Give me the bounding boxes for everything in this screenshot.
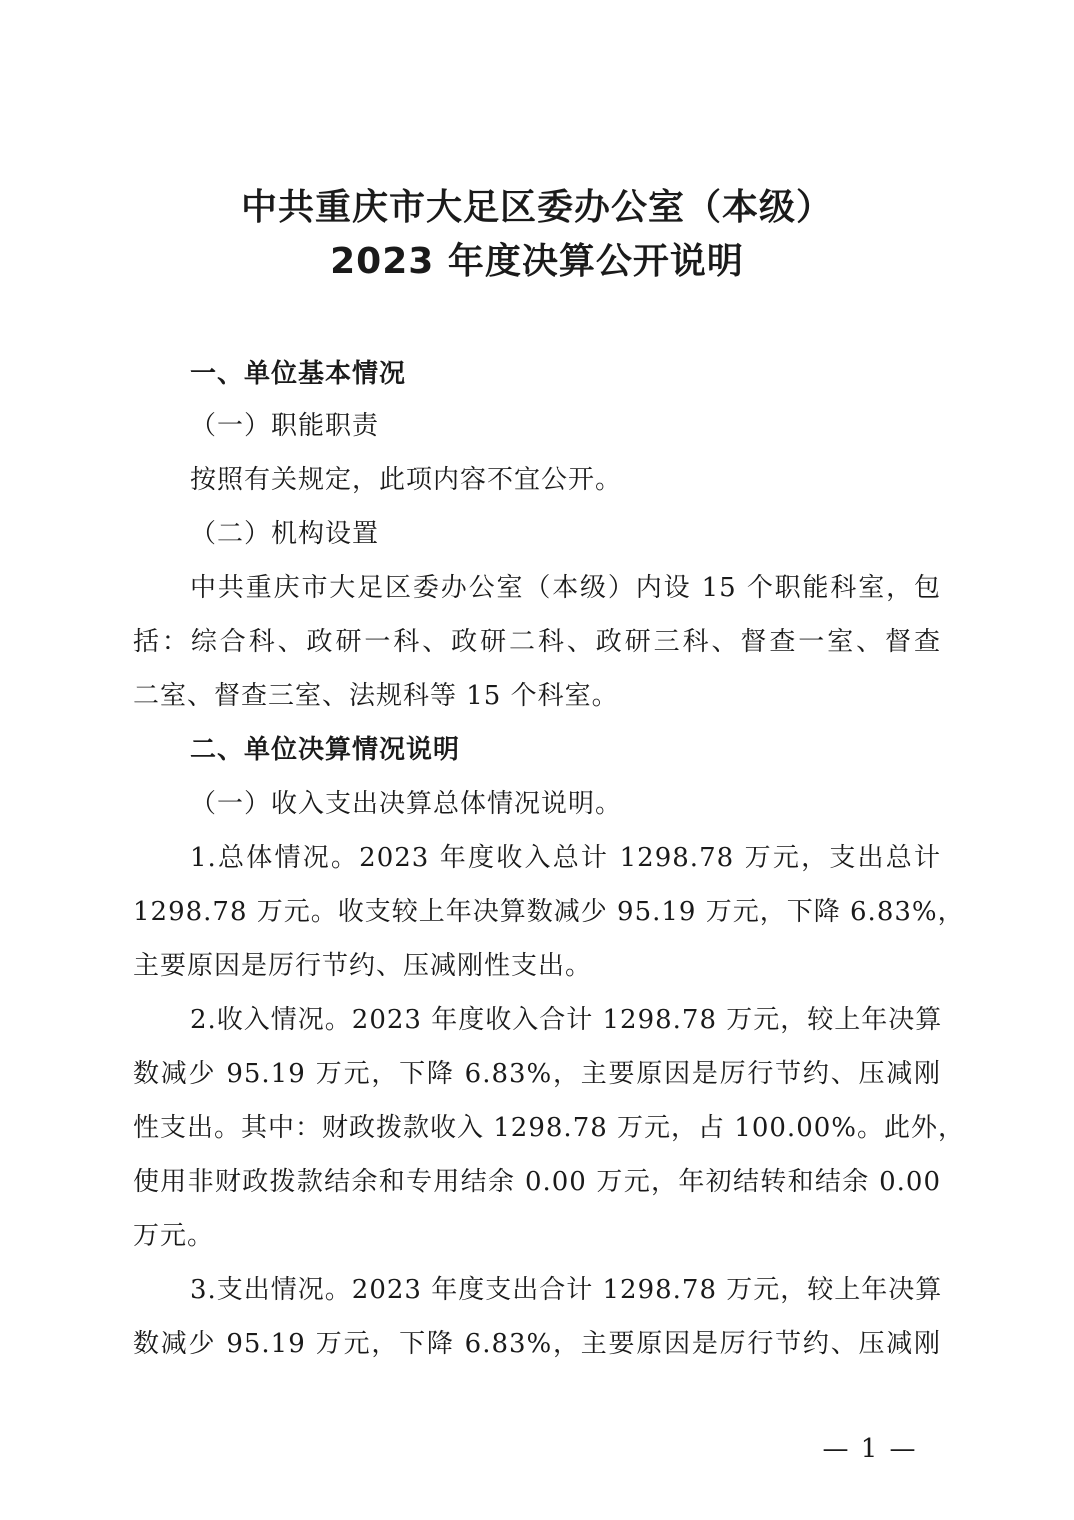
page-number: — 1 — [822, 1434, 918, 1464]
section-heading-final-accounts: 二、单位决算情况说明 [190, 735, 461, 765]
paragraph-line: 数减少 95.19 万元，下降 6.83%，主要原因是厉行节约、压减刚 [133, 1329, 941, 1359]
paragraph-line: 数减少 95.19 万元，下降 6.83%，主要原因是厉行节约、压减刚 [133, 1059, 941, 1089]
document-title-line-2: 2023 年度决算公开说明 [330, 241, 744, 282]
paragraph-line: 性支出。其中：财政拨款收入 1298.78 万元，占 100.00%。此外， [133, 1113, 965, 1143]
section-heading-basic-info: 一、单位基本情况 [190, 359, 407, 389]
paragraph-line: 使用非财政拨款结余和专用结余 0.00 万元，年初结转和结余 0.00 [133, 1167, 941, 1197]
document-title-line-1: 中共重庆市大足区委办公室（本级） [240, 187, 833, 228]
paragraph-line: 主要原因是厉行节约、压减刚性支出。 [133, 951, 593, 981]
paragraph-line: 1.总体情况。2023 年度收入总计 1298.78 万元，支出总计 [190, 843, 941, 873]
paragraph-line: 1298.78 万元。收支较上年决算数减少 95.19 万元，下降 6.83%， [133, 897, 965, 927]
paragraph-line: 万元。 [133, 1221, 215, 1251]
subsection-heading-functions: （一）职能职责 [190, 411, 380, 441]
paragraph-line: 括：综合科、政研一科、政研二科、政研三科、督查一室、督查 [133, 627, 941, 657]
paragraph-line: 2.收入情况。2023 年度收入合计 1298.78 万元，较上年决算 [190, 1005, 943, 1035]
paragraph-line: 中共重庆市大足区委办公室（本级）内设 15 个职能科室，包 [190, 573, 941, 603]
paragraph-line: 按照有关规定，此项内容不宜公开。 [190, 465, 623, 495]
subsection-heading-overall: （一）收入支出决算总体情况说明。 [190, 789, 623, 819]
subsection-heading-organization: （二）机构设置 [190, 519, 380, 549]
paragraph-line: 3.支出情况。2023 年度支出合计 1298.78 万元，较上年决算 [190, 1275, 943, 1305]
paragraph-line: 二室、督查三室、法规科等 15 个科室。 [133, 681, 619, 711]
